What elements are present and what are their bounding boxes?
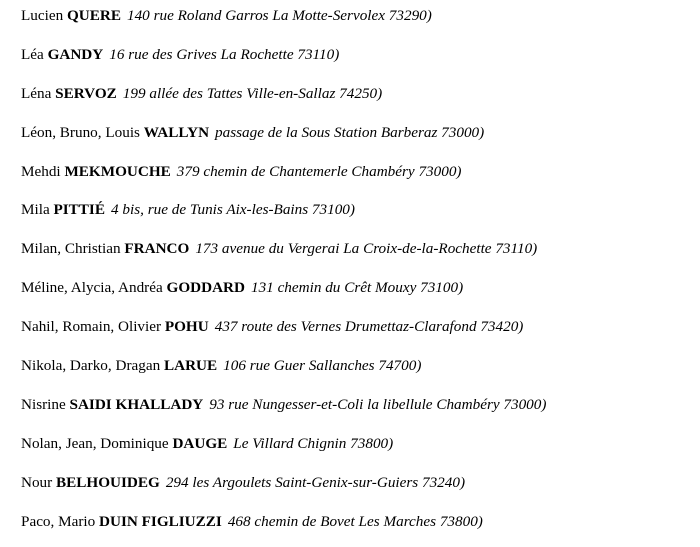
given-names: Nour bbox=[21, 473, 53, 491]
surname: QUERE bbox=[66, 7, 121, 24]
given-names: Nolan, Jean, Dominique bbox=[21, 434, 169, 452]
surname: LARUE bbox=[163, 357, 218, 375]
surname: WALLYN bbox=[143, 123, 210, 141]
surname: POHU bbox=[164, 318, 209, 336]
surname: FRANCO bbox=[124, 240, 190, 258]
list-item bbox=[21, 470, 700, 509]
given-names: Paco, Mario bbox=[21, 512, 96, 530]
list-item bbox=[21, 159, 700, 198]
given-names: Léon, Bruno, Louis bbox=[21, 123, 140, 141]
surname: MEKMOUCHE bbox=[64, 162, 171, 180]
given-names: Nahil, Romain, Olivier bbox=[21, 318, 162, 336]
given-names: Mila bbox=[21, 201, 50, 219]
address: 437 route des Vernes Drumettaz-Clarafond 73420) bbox=[214, 318, 524, 336]
list-item bbox=[21, 236, 700, 275]
address: 93 rue Nungesser-et-Coli la libellule Chambéry 73000) bbox=[209, 395, 547, 413]
address: 379 chemin de Chantemerle Chambéry 73000) bbox=[176, 162, 462, 180]
surname: SAIDI KHALLADY bbox=[69, 395, 204, 413]
given-names: Nisrine bbox=[21, 395, 66, 413]
address: 4 bis, rue de Tunis Aix-les-Bains 73100) bbox=[110, 201, 355, 219]
given-names: Nikola, Darko, Dragan bbox=[21, 357, 161, 375]
given-names: Milan, Christian bbox=[21, 240, 121, 258]
address: 140 rue Roland Garros La Motte-Servolex 73290) bbox=[126, 7, 432, 24]
list-item bbox=[21, 314, 700, 353]
given-names: Léna bbox=[21, 84, 52, 102]
list-item bbox=[21, 275, 700, 314]
address: 468 chemin de Bovet Les Marches 73800) bbox=[227, 512, 483, 530]
surname: DUIN FIGLIUZZI bbox=[99, 512, 222, 530]
given-names: Méline, Alycia, Andréa bbox=[21, 279, 163, 297]
list-item bbox=[21, 3, 700, 42]
surname: GANDY bbox=[47, 45, 104, 63]
given-names: Léa bbox=[21, 45, 44, 63]
list-item bbox=[21, 42, 700, 81]
list-item bbox=[21, 431, 700, 470]
list-item bbox=[21, 353, 700, 392]
address: 173 avenue du Vergerai La Croix-de-la-Rochette 73110) bbox=[195, 240, 538, 258]
address: Le Villard Chignin 73800) bbox=[233, 434, 394, 452]
address: 199 allée des Tattes Ville-en-Sallaz 74250) bbox=[122, 84, 383, 102]
list-item bbox=[21, 120, 700, 159]
list-item bbox=[21, 392, 700, 431]
list-item bbox=[21, 509, 700, 547]
address: 16 rue des Grives La Rochette 73110) bbox=[109, 45, 340, 63]
given-names: Lucien bbox=[21, 7, 64, 24]
given-names: Mehdi bbox=[21, 162, 61, 180]
surname: PITTIÉ bbox=[53, 201, 105, 219]
surname: GODDARD bbox=[166, 279, 245, 297]
list-item bbox=[21, 81, 700, 120]
surname: SERVOZ bbox=[55, 84, 117, 102]
surname: BELHOUIDEG bbox=[56, 473, 160, 491]
address: 106 rue Guer Sallanches 74700) bbox=[223, 357, 422, 375]
address: 131 chemin du Crêt Mouxy 73100) bbox=[250, 279, 464, 297]
list-item bbox=[21, 197, 700, 236]
address: 294 les Argoulets Saint-Genix-sur-Guiers 73240) bbox=[165, 473, 466, 491]
address: passage de la Sous Station Barberaz 73000) bbox=[215, 123, 485, 141]
surname: DAUGE bbox=[172, 434, 228, 452]
